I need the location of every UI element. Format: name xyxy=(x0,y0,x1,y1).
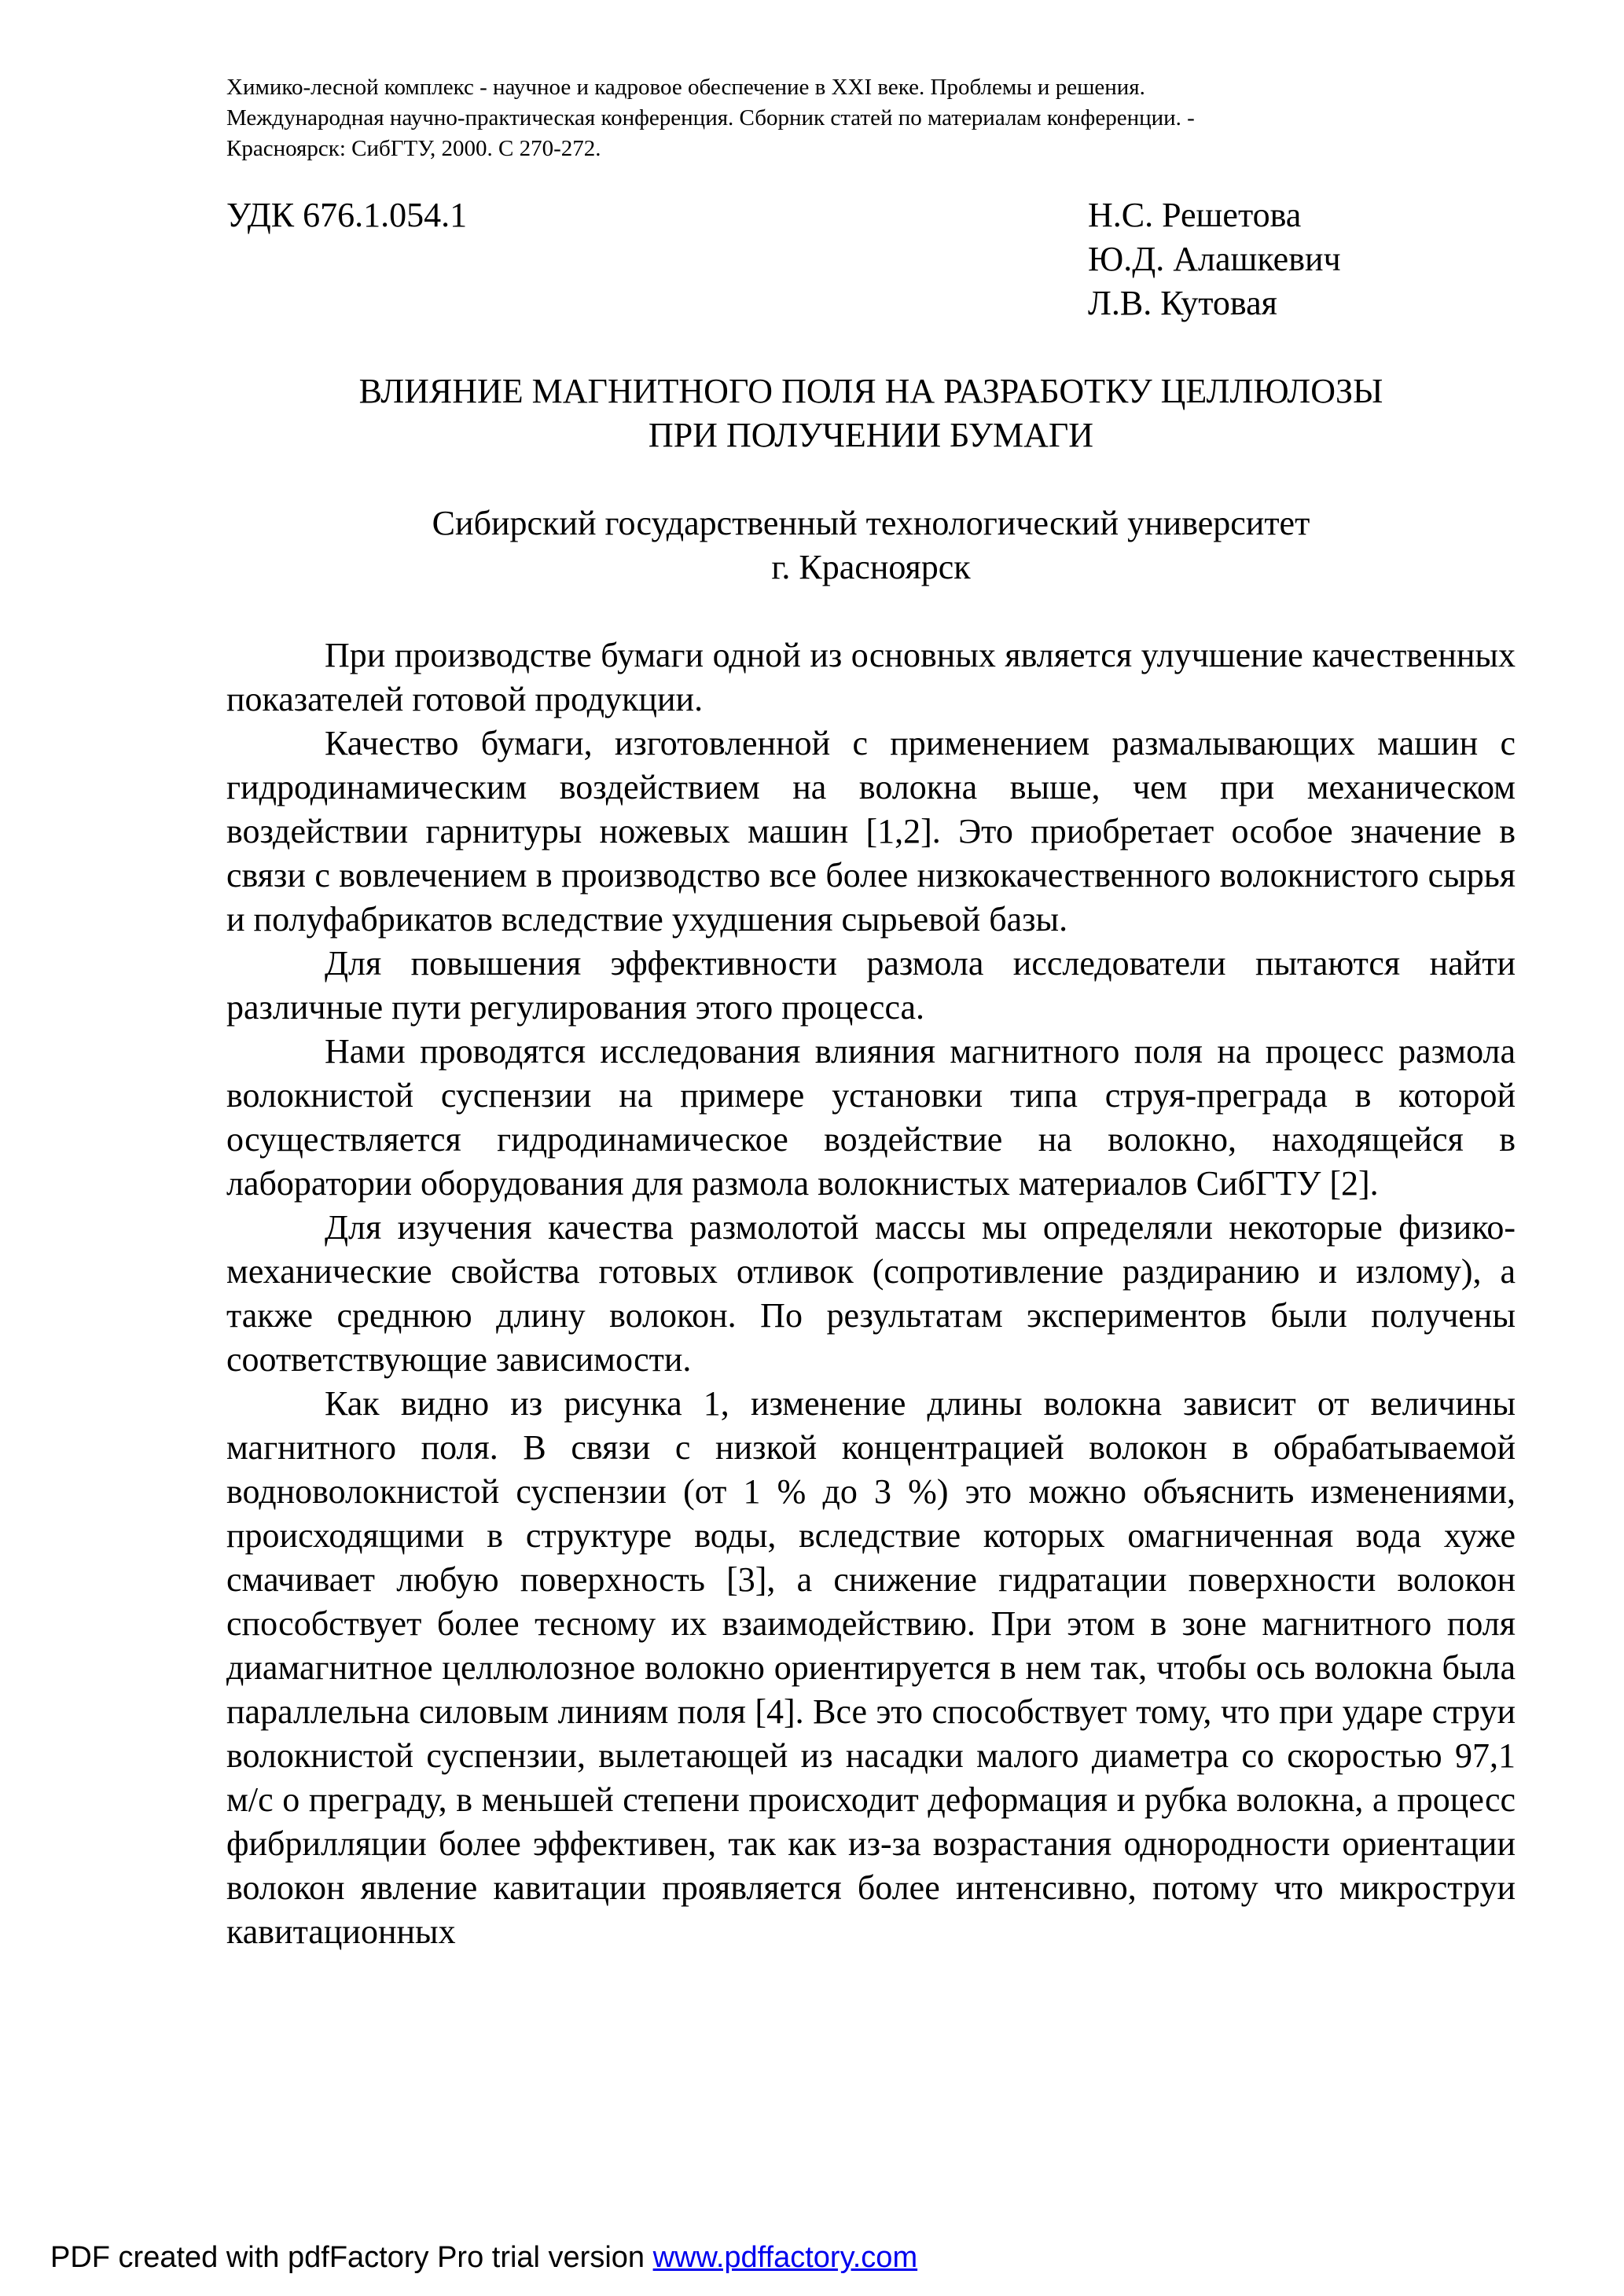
pdf-footer xyxy=(50,2239,917,2276)
footer-text: PDF created with pdfFactory Pro trial version xyxy=(50,2241,653,2274)
author-name: Н.С. Решетова xyxy=(1088,196,1302,234)
body-paragraph: При производстве бумаги одной из основных является улучшение качественных показателей готовой продукции. xyxy=(226,636,1516,718)
title-line-1: ВЛИЯНИЕ МАГНИТНОГО ПОЛЯ НА РАЗРАБОТКУ ЦЕЛЛЮЛОЗЫ xyxy=(358,372,1383,410)
affiliation-city: г. Красноярск xyxy=(771,548,971,586)
body-text xyxy=(226,634,1516,1954)
body-paragraph: Как видно из рисунка 1, изменение длины волокна зависит от величины магнитного поля. В связи с низкой концентрацией волокон в обрабатываемой водноволокнистой суспензии (от 1 % до 3 %) это можно объяснить изменениями, происходящими в структуре воды, вследствие которых омагниченная вода хуже смачивает любую поверхность [3], а снижение гидратации поверхности волокон способствует более тесному их взаимодействию. При этом в зоне магнитного поля диамагнитное целлюлозное волокно ориентируется в нем так, чтобы ось волокна была параллельна силовым линиям поля [4]. Все это способствует тому, что при ударе струи волокнистой суспензии, вылетающей из насадки малого диаметра со скоростью 97,1 м/с о преграду, в меньшей степени происходит деформация и рубка волокна, а процесс фибрилляции более эффективен, так как из-за возрастания однородности ориентации волокон явление кавитации проявляется более интенсивно, потому что микроструи кавитационных xyxy=(226,1384,1516,1951)
author-name: Л.В. Кутовая xyxy=(1088,284,1277,322)
paper-title xyxy=(226,369,1516,457)
title-line-2: ПРИ ПОЛУЧЕНИИ БУМАГИ xyxy=(648,416,1094,454)
body-paragraph: Для изучения качества размолотой массы мы определяли некоторые физико-механические свойства готовых отливок (сопротивление раздиранию и излому), а также среднюю длину волокон. По результатам экспериментов были получены соответствующие зависимости. xyxy=(226,1208,1516,1379)
affiliation xyxy=(226,501,1516,590)
body-paragraph: Нами проводятся исследования влияния магнитного поля на процесс размола волокнистой суспензии на примере установки типа струя-преграда в которой осуществляется гидродинамическое воздействие на волокно, находящейся в лаборатории оборудования для размола волокнистых материалов СибГТУ [2]. xyxy=(226,1032,1516,1203)
affiliation-university: Сибирский государственный технологический университет xyxy=(432,504,1310,542)
body-paragraph: Качество бумаги, изготовленной с применением размалывающих машин с гидродинамическим воздействием на волокна выше, чем при механическом воздействии гарнитуры ножевых машин [1,2]. Это приобретает особое значение в связи с вовлечением в производство все более низкокачественного волокнистого сырья и полуфабрикатов вследствие ухудшения сырьевой базы. xyxy=(226,724,1516,939)
source-line-3: Красноярск: СибГТУ, 2000. С 270-272. xyxy=(226,136,601,161)
footer-link[interactable]: www.pdffactory.com xyxy=(652,2241,918,2274)
author-list xyxy=(1088,193,1341,325)
body-paragraph: Для повышения эффективности размола исследователи пытаются найти различные пути регулирования этого процесса. xyxy=(226,944,1516,1027)
source-line-2: Международная научно-практическая конференция. Сборник статей по материалам конференции. - xyxy=(226,105,1195,130)
source-citation xyxy=(226,72,1484,164)
udc-code: УДК 676.1.054.1 xyxy=(226,196,468,234)
source-line-1: Химико-лесной комплекс - научное и кадровое обеспечение в XXI веке. Проблемы и решения. xyxy=(226,75,1145,100)
author-name: Ю.Д. Алашкевич xyxy=(1088,240,1341,278)
